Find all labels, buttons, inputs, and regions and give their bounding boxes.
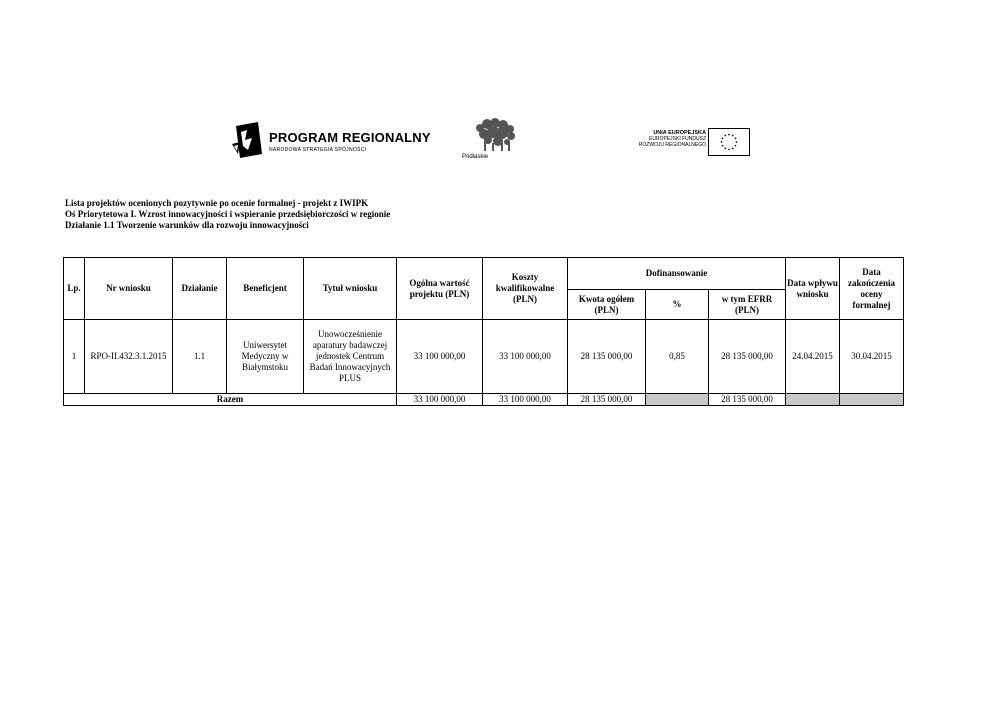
header-dofinansowanie: Dofinansowanie <box>568 258 786 290</box>
total-procent-empty <box>646 394 709 406</box>
header-dzialanie: Działanie <box>173 258 227 320</box>
ue-line1: UNIA EUROPEJSKA <box>653 130 706 136</box>
ue-logo <box>626 128 756 158</box>
program-regionalny-mark-icon <box>232 120 264 160</box>
table-row <box>64 320 904 394</box>
header-data-zakonczenia: Data zakończenia oceny formalnej <box>840 258 904 320</box>
bison-icon <box>472 118 518 152</box>
cell-ogolna-wartosc: 33 100 000,00 <box>397 320 483 394</box>
cell-tytul: Unowocześnienie aparatury badawczej jednostek Centrum Badań Innowacyjnych PLUS <box>304 320 397 394</box>
projects-table <box>63 257 904 406</box>
header-efrr: w tym EFRR (PLN) <box>709 290 786 320</box>
cell-koszty: 33 100 000,00 <box>483 320 568 394</box>
total-ogolna-wartosc: 33 100 000,00 <box>397 394 483 406</box>
header-ogolna-wartosc: Ogólna wartość projektu (PLN) <box>397 258 483 320</box>
total-zakonczenia-empty <box>840 394 904 406</box>
cell-procent: 0,85 <box>646 320 709 394</box>
header-line-action: Działanie 1.1 Tworzenie warunków dla rozwoju innowacyjności <box>65 220 309 230</box>
header-line-list: Lista projektów ocenionych pozytywnie po ocenie formalnej - projekt z IWIPK <box>65 198 369 208</box>
cell-kwota: 28 135 000,00 <box>568 320 646 394</box>
document-header <box>65 198 390 231</box>
podlaskie-logo <box>462 118 520 166</box>
header-koszty: Koszty kwalifikowalne (PLN) <box>483 258 568 320</box>
program-regionalny-subtitle: NARODOWA STRATEGIA SPÓJNOŚCI <box>269 147 367 153</box>
header-nr-wniosku: Nr wniosku <box>85 258 173 320</box>
header-procent: % <box>646 290 709 320</box>
header-lp: Lp. <box>64 258 85 320</box>
total-efrr: 28 135 000,00 <box>709 394 786 406</box>
logos-bar <box>0 118 992 168</box>
ue-line3: ROZWOJU REGIONALNEGO <box>638 142 706 148</box>
ue-text <box>639 130 706 148</box>
total-row <box>64 394 904 406</box>
ue-line2: EUROPEJSKI FUNDUSZ <box>649 136 706 142</box>
total-label: Razem <box>64 394 397 406</box>
cell-data-zakonczenia: 30.04.2015 <box>840 320 904 394</box>
total-wplywu-empty <box>786 394 840 406</box>
header-line-axis: Oś Priorytetowa I. Wzrost innowacyjności i wspieranie przedsiębiorczości w regionie <box>65 209 391 219</box>
total-koszty: 33 100 000,00 <box>483 394 568 406</box>
cell-beneficjent: Uniwersytet Medyczny w Białymstoku <box>227 320 304 394</box>
cell-data-wplywu: 24.04.2015 <box>786 320 840 394</box>
header-kwota: Kwota ogółem (PLN) <box>568 290 646 320</box>
cell-lp: 1 <box>64 320 85 394</box>
header-tytul: Tytuł wniosku <box>304 258 397 320</box>
total-kwota: 28 135 000,00 <box>568 394 646 406</box>
cell-efrr: 28 135 000,00 <box>709 320 786 394</box>
podlaskie-label: Podlaskie <box>462 154 489 160</box>
program-regionalny-logo <box>232 120 431 160</box>
cell-nr-wniosku: RPO-II.432.3.1.2015 <box>85 320 173 394</box>
cell-dzialanie: 1.1 <box>173 320 227 394</box>
header-data-wplywu: Data wpływu wniosku <box>786 258 840 320</box>
program-regionalny-title: PROGRAM REGIONALNY <box>269 130 431 145</box>
eu-flag-icon <box>708 128 750 156</box>
header-beneficjent: Beneficjent <box>227 258 304 320</box>
